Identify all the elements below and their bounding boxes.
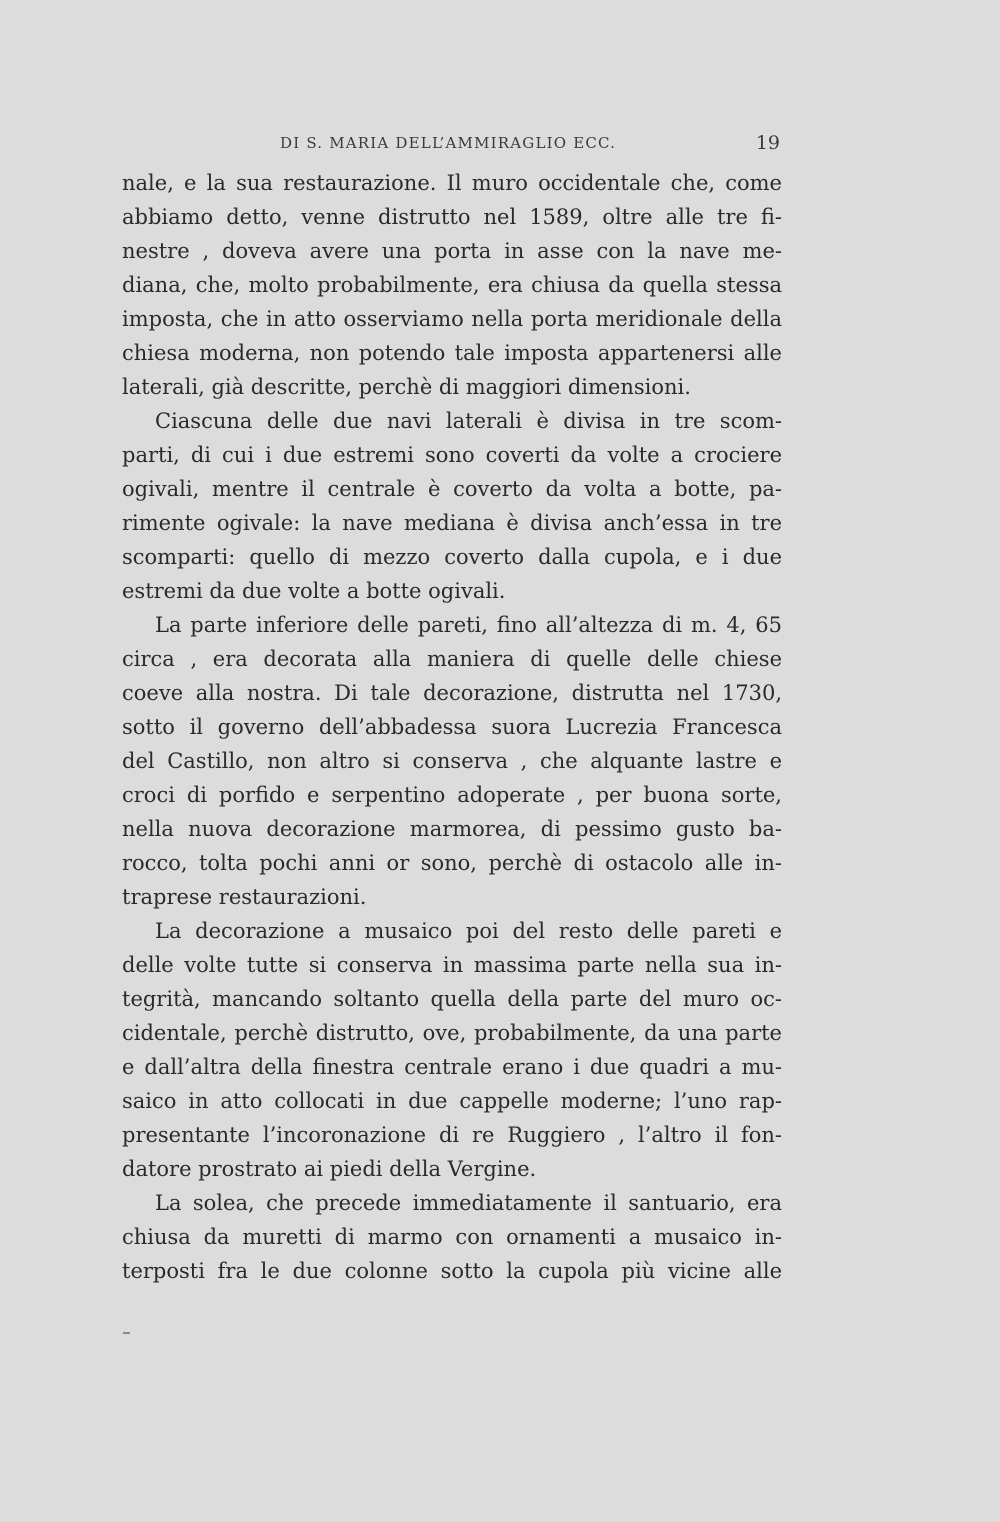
scan-mark <box>123 1332 130 1334</box>
text-line: nestre , doveva avere una porta in asse con la nave me- <box>122 239 782 263</box>
text-line: laterali, già descritte, perchè di maggiori dimensioni. <box>122 375 691 399</box>
text-line: coeve alla nostra. Di tale decorazione, distrutta nel 1730, <box>122 681 782 705</box>
text-line: chiesa moderna, non potendo tale imposta appartenersi alle <box>122 341 782 365</box>
paragraph <box>122 404 782 608</box>
text-line: tegrità, mancando soltanto quella della parte del muro oc- <box>122 987 782 1011</box>
text-line: rocco, tolta pochi anni or sono, perchè di ostacolo alle in- <box>122 851 782 875</box>
text-line: delle volte tutte si conserva in massima parte nella sua in- <box>122 953 782 977</box>
text-line: terposti fra le due colonne sotto la cupola più vicine alle <box>122 1259 782 1283</box>
text-line: sotto il governo dell’abbadessa suora Lucrezia Francesca <box>122 715 782 739</box>
text-line: nella nuova decorazione marmorea, di pessimo gusto ba- <box>122 817 782 841</box>
running-head <box>120 134 780 164</box>
text-line: ogivali, mentre il centrale è coverto da volta a botte, pa- <box>122 477 782 501</box>
paragraph <box>122 1186 782 1288</box>
text-line: La solea, che precede immediatamente il santuario, era <box>155 1191 782 1215</box>
text-line: chiusa da muretti di marmo con ornamenti a musaico in- <box>122 1225 782 1249</box>
text-line: del Castillo, non altro si conserva , che alquante lastre e <box>122 749 782 773</box>
text-line: saico in atto collocati in due cappelle moderne; l’uno rap- <box>122 1089 782 1113</box>
text-line: diana, che, molto probabilmente, era chiusa da quella stessa <box>122 273 782 297</box>
text-line: nale, e la sua restaurazione. Il muro occidentale che, come <box>122 171 782 195</box>
text-line: circa , era decorata alla maniera di quelle delle chiese <box>122 647 782 671</box>
page-number: 19 <box>755 132 780 154</box>
text-line: e dall’altra della finestra centrale erano i due quadri a mu- <box>122 1055 782 1079</box>
text-line: datore prostrato ai piedi della Vergine. <box>122 1157 537 1181</box>
text-line: traprese restaurazioni. <box>122 885 367 909</box>
text-line: Ciascuna delle due navi laterali è divisa in tre scom- <box>155 409 782 433</box>
text-line: croci di porfido e serpentino adoperate , per buona sorte, <box>122 783 782 807</box>
body-text <box>122 166 782 1288</box>
paragraph <box>122 166 782 404</box>
running-title: DI S. MARIA DELL’AMMIRAGLIO ECC. <box>280 134 617 152</box>
text-line: imposta, che in atto osserviamo nella porta meridionale della <box>122 307 782 331</box>
text-line: abbiamo detto, venne distrutto nel 1589, oltre alle tre fi- <box>122 205 782 229</box>
paragraph <box>122 608 782 914</box>
text-line: rimente ogivale: la nave mediana è divisa anch’essa in tre <box>122 511 782 535</box>
text-line: parti, di cui i due estremi sono coverti da volte a crociere <box>122 443 782 467</box>
text-line: presentante l’incoronazione di re Ruggiero , l’altro il fon- <box>122 1123 782 1147</box>
text-line: La decorazione a musaico poi del resto delle pareti e <box>155 919 782 943</box>
text-line: La parte inferiore delle pareti, fino all’altezza di m. 4, 65 <box>155 613 782 637</box>
text-line: cidentale, perchè distrutto, ove, probabilmente, da una parte <box>122 1021 782 1045</box>
text-line: scomparti: quello di mezzo coverto dalla cupola, e i due <box>122 545 782 569</box>
paragraph <box>122 914 782 1186</box>
text-line: estremi da due volte a botte ogivali. <box>122 579 506 603</box>
